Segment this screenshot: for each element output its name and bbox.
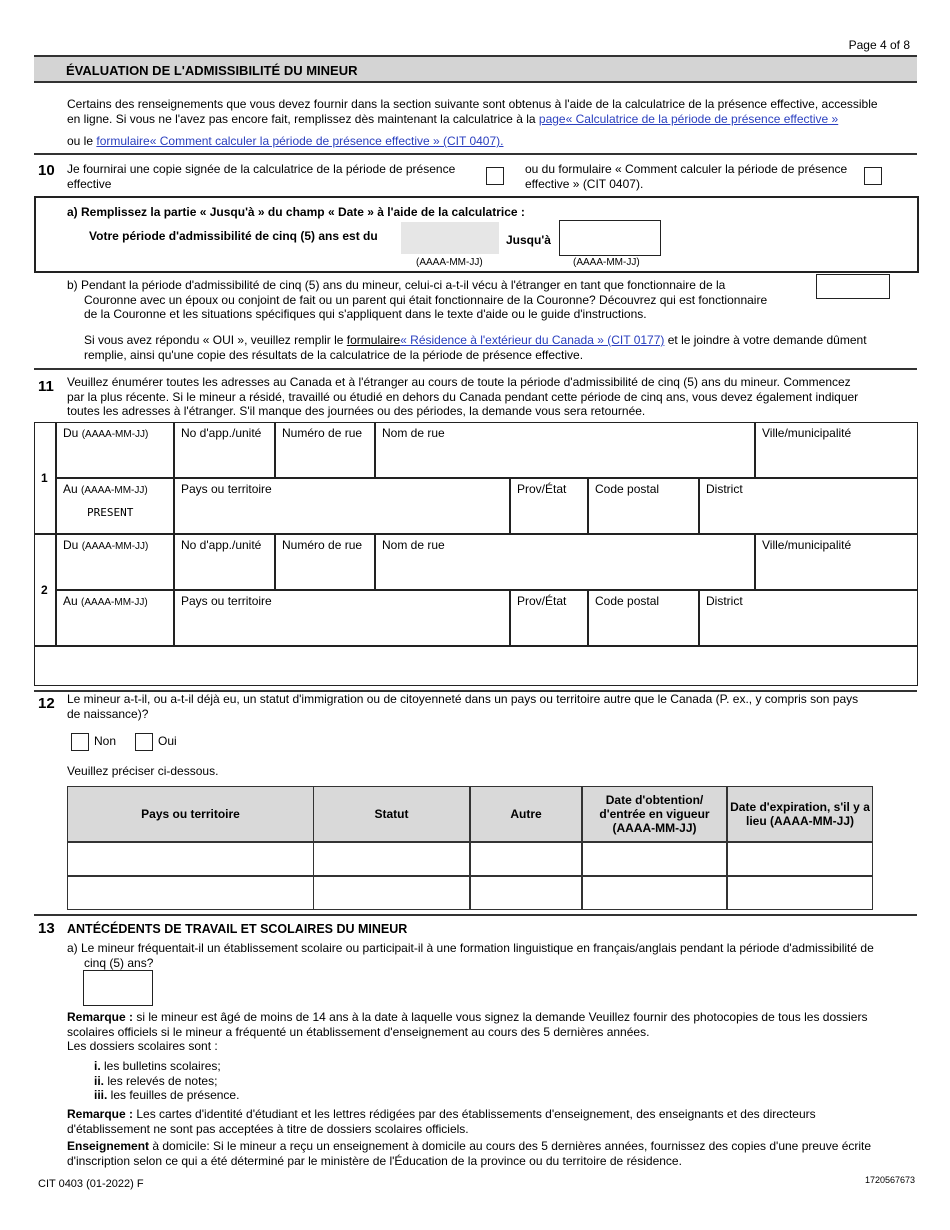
apt-unit-label: No d'app./unité — [181, 538, 262, 552]
date-format-1: (AAAA-MM-JJ) — [416, 257, 483, 268]
city-field[interactable] — [755, 534, 918, 590]
q12-specify: Veuillez préciser ci-dessous. — [67, 764, 219, 778]
calculator-link[interactable]: « Calculatrice de la période de présence effective » — [565, 111, 839, 126]
street-name-field[interactable] — [375, 422, 755, 478]
section-header — [34, 55, 917, 83]
q13a-text: a) Le mineur fréquentait-il un établissement scolaire ou participait-il à une formation linguistique en français/anglais pendant la période d'admissibilité de cinq (5) ans? — [67, 941, 874, 970]
record-item: ii. les relevés de notes; — [94, 1073, 218, 1088]
row-number: 2 — [41, 583, 48, 597]
status-table-cell[interactable] — [582, 876, 727, 910]
street-number-label: Numéro de rue — [282, 538, 363, 552]
header-country: Pays ou territoire — [67, 786, 314, 842]
q10-yes-text: Si vous avez répondu « OUI », veuillez remplir le formulaire« Résidence à l'extérieur du Canada » (CIT 0177) et le joindre à votre demande dûment remplie, ainsi qu'une copie des résultats de la calculatrice de la période de présence effective. — [84, 333, 867, 362]
country-label: Pays ou territoire — [181, 482, 272, 496]
postal-code-label: Code postal — [595, 482, 660, 496]
status-table-cell[interactable] — [470, 876, 582, 910]
apt-unit-field[interactable] — [174, 534, 275, 590]
country-field[interactable] — [174, 590, 510, 646]
q10b-text: b) Pendant la période d'admissibilité de cinq (5) ans du mineur, celui-ci a-t-il vécu à l'étranger en tant que fonctionnaire de la Couronne avec un époux ou conjoint de fait ou un parent qui était fonctionnaire de la Couronne? Découvrez qui est fonctionnaire de la Couronne et les situations spécifiques qui s'appliquent dans le texte d'aide ou le guide d'instructions. — [67, 278, 768, 321]
q13-title: ANTÉCÉDENTS DE TRAVAIL ET SCOLAIRES DU MINEUR — [67, 922, 408, 936]
status-table-cell[interactable] — [313, 842, 470, 876]
postal-code-field[interactable] — [588, 478, 699, 534]
q11-text: Veuillez énumérer toutes les adresses au Canada et à l'étranger au cours de toute la période d'admissibilité de cinq (5) ans du mineur. Commencez par la plus récente. Si le mineur a résidé, travaillé ou étudié en dehors du Canada pendant cette période de cinq ans, vous devez également indiquer toutes les adresses à l'étranger. S'il manque des journées ou des périodes, la demande vous sera retournée. — [67, 375, 859, 418]
q12-number: 12 — [38, 695, 55, 712]
q12-no-label: Non — [94, 734, 117, 748]
status-table-cell[interactable] — [727, 842, 873, 876]
q10b-answer-select[interactable] — [816, 274, 890, 299]
apt-unit-field[interactable] — [174, 422, 275, 478]
to-date-field[interactable] — [56, 478, 174, 534]
from-date-label: Du (AAAA-MM-JJ) — [63, 426, 149, 440]
to-date-label: Au (AAAA-MM-JJ) — [63, 594, 148, 608]
status-table-cell[interactable] — [67, 842, 314, 876]
q10a-label: a) Remplissez la partie « Jusqu'à » du champ « Date » à l'aide de la calculatrice : — [67, 205, 525, 219]
until-label: Jusqu'à — [506, 233, 551, 247]
apt-unit-label: No d'app./unité — [181, 426, 262, 440]
form-word[interactable]: formulaire — [96, 134, 150, 148]
q10-number: 10 — [38, 162, 55, 179]
street-number-field[interactable] — [275, 534, 375, 590]
cit0177-link[interactable]: « Résidence à l'extérieur du Canada » (CIT 0177) — [400, 333, 665, 347]
district-label: District — [706, 594, 743, 608]
province-label: Prov/État — [517, 482, 567, 496]
status-table-cell[interactable] — [470, 842, 582, 876]
street-name-field[interactable] — [375, 534, 755, 590]
barcode-number: 1720567673 — [865, 1175, 916, 1185]
city-label: Ville/municipalité — [762, 426, 852, 440]
header-expiry-date: Date d'expiration, s'il y a lieu (AAAA-MM-JJ) — [727, 786, 873, 842]
status-table-cell[interactable] — [67, 876, 314, 910]
record-item: i. les bulletins scolaires; — [94, 1059, 221, 1073]
province-field[interactable] — [510, 590, 588, 646]
q13-number: 13 — [38, 920, 55, 937]
district-field[interactable] — [699, 590, 918, 646]
status-table-cell[interactable] — [727, 876, 873, 910]
period-label: Votre période d'admissibilité de cinq (5) ans est du — [89, 229, 378, 243]
street-number-label: Numéro de rue — [282, 426, 363, 440]
q13-remark1: Remarque : si le mineur est âgé de moins de 14 ans à la date à laquelle vous signez la demande Veuillez fournir des photocopies de tous les dossiers scolaires officiels si le mineur a fréquenté un établissement d'enseignement au cours des 5 dernières années. Les dossiers scolaires sont : — [67, 1010, 868, 1053]
page-word[interactable]: page — [538, 111, 566, 126]
q12-text: Le mineur a-t-il, ou a-t-il déjà eu, un statut d'immigration ou de citoyenneté dans un pays ou territoire autre que le Canada (P. ex., y compris son pays de naissance)? — [67, 692, 859, 721]
q13a-answer-input[interactable] — [83, 970, 153, 1006]
address-row-index — [34, 422, 56, 534]
q10-form-checkbox[interactable] — [864, 167, 882, 185]
page-number: Page 4 of 8 — [848, 38, 910, 52]
form-code: CIT 0403 (01-2022) F — [38, 1178, 144, 1190]
district-field[interactable] — [699, 478, 918, 534]
status-table-cell[interactable] — [313, 876, 470, 910]
q10-left-text: Je fournirai une copie signée de la calculatrice de la période de présence effective — [67, 162, 456, 191]
province-field[interactable] — [510, 478, 588, 534]
header-other: Autre — [470, 786, 582, 842]
school-records-list — [94, 1059, 239, 1103]
address-row-index — [34, 534, 56, 646]
street-number-field[interactable] — [275, 422, 375, 478]
q10-copy-checkbox[interactable] — [486, 167, 504, 185]
section-title: ÉVALUATION DE L'ADMISSIBILITÉ DU MINEUR — [66, 63, 358, 78]
q13-remark2: Remarque : Les cartes d'identité d'étudiant et les lettres rédigées par des établissements d'enseignement, des enseignants et des directeurs d'établissement ne sont pas acceptées à titre de dossiers scolaires officiels. Enseignement à domicile: Si le mineur a reçu un enseignement à domicile au cours des 5 dernières années, fournissez des copies d'une preuve écrite d'inscription selon ce qui a été déterminé par le ministère de l'Éducation de la province ou du territoire de résidence. — [67, 1107, 872, 1168]
q11-number: 11 — [38, 378, 54, 395]
district-label: District — [706, 482, 743, 496]
country-label: Pays ou territoire — [181, 594, 272, 608]
to-date-value: PRESENT — [87, 506, 134, 519]
period-end-input[interactable] — [559, 220, 661, 256]
q12-yes-label: Oui — [158, 734, 177, 748]
cit0407-link[interactable]: « Comment calculer la période de présence effective » (CIT 0407). — [149, 134, 504, 148]
q12-no-checkbox[interactable] — [71, 733, 89, 751]
q10-right-text: ou du formulaire « Comment calculer la période de présence effective » (CIT 0407). — [525, 162, 848, 191]
country-field[interactable] — [174, 478, 510, 534]
street-name-label: Nom de rue — [382, 426, 445, 440]
intro-text: Certains des renseignements que vous devez fournir dans la section suivante sont obtenus à l'aide de la calculatrice de la présence effective, accessible en ligne. Si vous ne l'avez pas encore fait, remplissez dès maintenant la calculatrice à la page« Calculatrice de la période de présence effective » ou le formulaire« Comment calculer la période de présence effective » (CIT 0407). — [67, 97, 878, 148]
city-field[interactable] — [755, 422, 918, 478]
period-start-input[interactable] — [401, 222, 499, 254]
header-effective-date: Date d'obtention/ d'entrée en vigueur (AAAA-MM-JJ) — [582, 786, 727, 842]
status-table-cell[interactable] — [582, 842, 727, 876]
from-date-label: Du (AAAA-MM-JJ) — [63, 538, 149, 552]
from-date-field[interactable] — [56, 422, 174, 478]
province-label: Prov/État — [517, 594, 567, 608]
form-word-2[interactable]: formulaire — [346, 333, 401, 347]
row-number: 1 — [41, 471, 48, 485]
to-date-label: Au (AAAA-MM-JJ) — [63, 482, 148, 496]
header-status: Statut — [313, 786, 470, 842]
to-date-field[interactable] — [56, 590, 174, 646]
date-format-2: (AAAA-MM-JJ) — [573, 257, 640, 268]
city-label: Ville/municipalité — [762, 538, 852, 552]
postal-code-label: Code postal — [595, 594, 660, 608]
address-extra-row[interactable] — [34, 646, 918, 686]
from-date-field[interactable] — [56, 534, 174, 590]
q12-yes-checkbox[interactable] — [135, 733, 153, 751]
postal-code-field[interactable] — [588, 590, 699, 646]
street-name-label: Nom de rue — [382, 538, 445, 552]
record-item: iii. les feuilles de présence. — [94, 1088, 240, 1102]
